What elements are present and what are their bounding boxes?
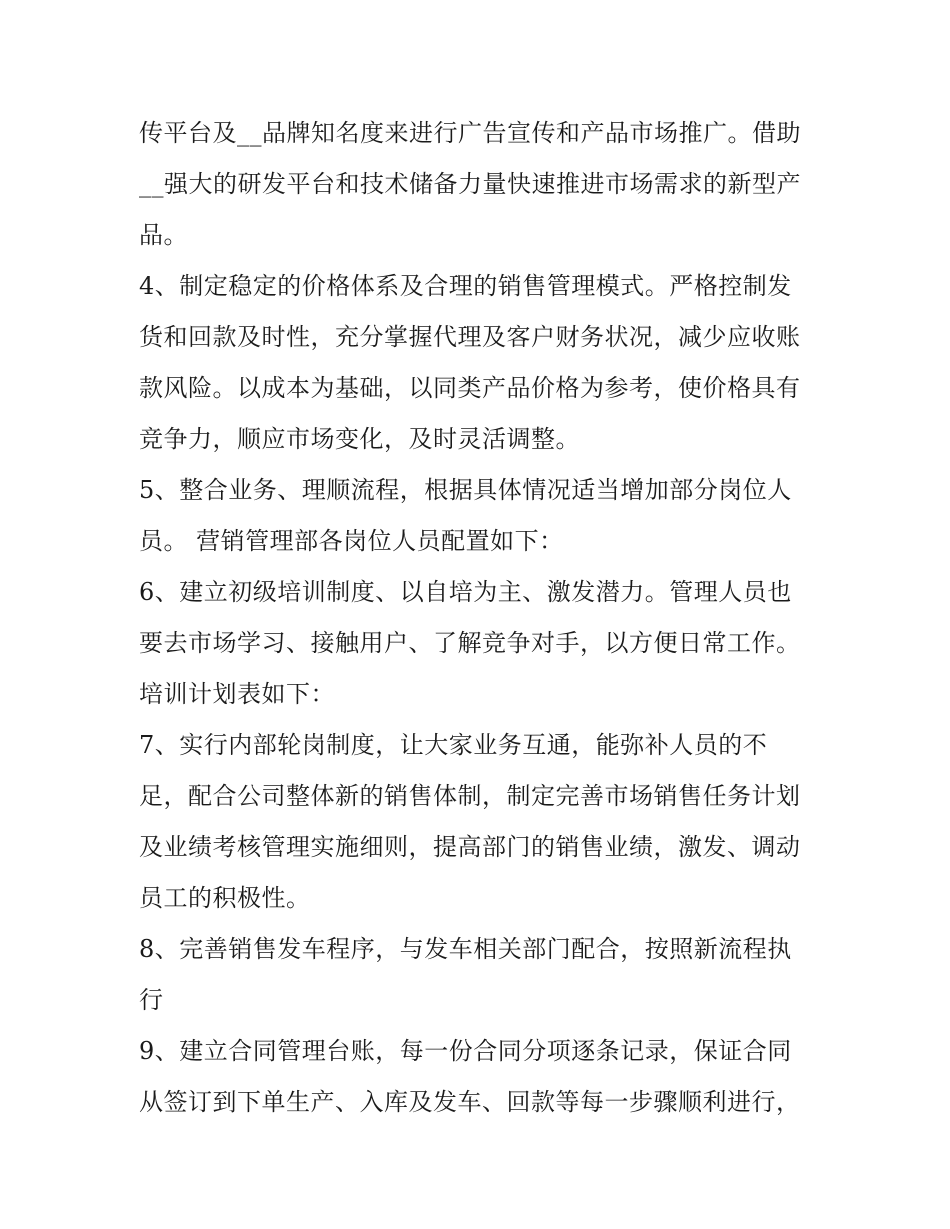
text-line: 4、制定稳定的价格体系及合理的销售管理模式。严格控制发 — [139, 272, 792, 300]
text-line: 员。 营销管理部各岗位人员配置如下： — [139, 527, 564, 555]
text-line: 传平台及__品牌知名度来进行广告宣传和产品市场推广。借助 — [139, 119, 801, 147]
text-line: __强大的研发平台和技术储备力量快速推进市场需求的新型产 — [139, 170, 801, 198]
text-line: 货和回款及时性，充分掌握代理及客户财务状况，减少应收账 — [139, 323, 801, 351]
text-line: 从签订到下单生产、入库及发车、回款等每一步骤顺利进行， — [139, 1088, 801, 1116]
text-line: 及业绩考核管理实施细则，提高部门的销售业绩，激发、调动 — [139, 833, 801, 861]
text-line: 竞争力，顺应市场变化，及时灵活调整。 — [139, 425, 580, 453]
text-line: 7、实行内部轮岗制度，让大家业务互通，能弥补人员的不 — [139, 731, 768, 759]
text-line: 要去市场学习、接触用户、了解竞争对手，以方便日常工作。 — [139, 629, 801, 657]
text-line: 培训计划表如下： — [139, 680, 335, 708]
text-line: 5、整合业务、理顺流程，根据具体情况适当增加部分岗位人 — [139, 476, 792, 504]
text-line: 足，配合公司整体新的销售体制，制定完善市场销售任务计划 — [139, 782, 801, 810]
text-line: 款风险。以成本为基础，以同类产品价格为参考，使价格具有 — [139, 374, 801, 402]
text-line: 9、建立合同管理台账，每一份合同分项逐条记录，保证合同 — [139, 1037, 792, 1065]
document-body — [139, 108, 819, 1128]
text-line: 6、建立初级培训制度、以自培为主、激发潜力。管理人员也 — [139, 578, 792, 606]
text-line: 品。 — [139, 221, 188, 249]
text-line: 行 — [139, 986, 164, 1014]
text-line: 8、完善销售发车程序，与发车相关部门配合，按照新流程执 — [139, 935, 792, 963]
text-line: 员工的积极性。 — [139, 884, 311, 912]
